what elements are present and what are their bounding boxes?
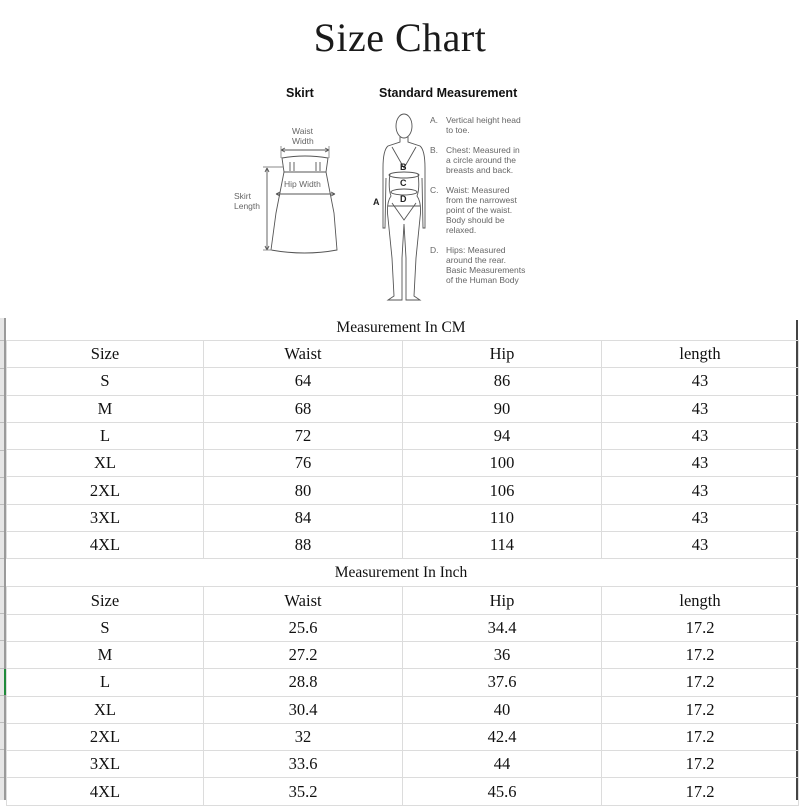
cell[interactable]: 100	[403, 450, 602, 477]
row-header-tick	[0, 695, 4, 696]
cell[interactable]: 4XL	[7, 778, 204, 805]
cell[interactable]: 17.2	[602, 723, 799, 750]
svg-text:point of the waist.: point of the waist.	[446, 205, 513, 215]
cell[interactable]: 2XL	[7, 477, 204, 504]
row-header-tick	[0, 640, 4, 641]
cell[interactable]: 3XL	[7, 751, 204, 778]
row-header-tick	[0, 395, 4, 396]
standard-measurement-heading: Standard Measurement	[379, 86, 518, 100]
table-row	[7, 669, 799, 696]
cell[interactable]: 43	[602, 477, 799, 504]
header-waist: Waist	[204, 587, 403, 614]
svg-text:from the narrowest: from the narrowest	[446, 195, 517, 205]
waist-width-label: Waist	[292, 126, 313, 136]
svg-text:Body should be: Body should be	[446, 215, 505, 225]
header-size: Size	[7, 341, 204, 368]
cell[interactable]: S	[7, 614, 204, 641]
cell[interactable]: 43	[602, 450, 799, 477]
cell[interactable]: 64	[204, 368, 403, 395]
page-title: Size Chart	[313, 15, 487, 60]
svg-text:of the Human Body: of the Human Body	[446, 275, 519, 285]
cell[interactable]: M	[7, 395, 204, 422]
table-row	[7, 723, 799, 750]
cell[interactable]: 43	[602, 422, 799, 449]
row-header-tick	[0, 450, 4, 451]
skirt-length-label-2: Length	[234, 201, 260, 211]
cell[interactable]: 43	[602, 368, 799, 395]
svg-text:D.: D.	[430, 245, 439, 255]
cm-table-caption: Measurement In CM	[336, 319, 466, 336]
cell[interactable]: 44	[403, 751, 602, 778]
cell[interactable]: 35.2	[204, 778, 403, 805]
svg-text:C.: C.	[430, 185, 439, 195]
svg-text:Vertical height head: Vertical height head	[446, 115, 521, 125]
row-header-tick	[0, 422, 4, 423]
table-row	[7, 614, 799, 641]
svg-text:A.: A.	[430, 115, 439, 125]
cell[interactable]: 17.2	[602, 669, 799, 696]
cell[interactable]: 76	[204, 450, 403, 477]
waist-width-label-2: Width	[292, 136, 314, 146]
table-row	[7, 751, 799, 778]
marker-c: C	[400, 178, 407, 188]
table-row	[7, 504, 799, 531]
cell[interactable]: 43	[602, 395, 799, 422]
marker-b: B	[400, 162, 407, 172]
cell[interactable]: XL	[7, 696, 204, 723]
cell[interactable]: 45.6	[403, 778, 602, 805]
row-header-tick	[0, 558, 4, 559]
header-waist: Waist	[204, 341, 403, 368]
hip-width-label: Hip Width	[284, 179, 321, 189]
skirt-length-label: Skirt	[234, 191, 251, 201]
cell[interactable]: 17.2	[602, 751, 799, 778]
table-row	[7, 641, 799, 668]
cell[interactable]: 110	[403, 504, 602, 531]
table-row	[7, 422, 799, 449]
table-row	[7, 696, 799, 723]
cm-size-table	[6, 340, 799, 559]
cell[interactable]: 68	[204, 395, 403, 422]
cell[interactable]: 17.2	[602, 641, 799, 668]
cell[interactable]: 28.8	[204, 669, 403, 696]
cell[interactable]: 32	[204, 723, 403, 750]
cell[interactable]: XL	[7, 450, 204, 477]
cell[interactable]: 90	[403, 395, 602, 422]
body-figure-icon	[383, 114, 425, 300]
row-header-tick	[0, 722, 4, 723]
row-header-tick	[0, 504, 4, 505]
marker-a: A	[373, 197, 380, 207]
header-size: Size	[7, 587, 204, 614]
marker-d: D	[400, 194, 407, 204]
svg-text:Basic Measurements: Basic Measurements	[446, 265, 526, 275]
table-header-row	[7, 341, 799, 368]
inch-table-caption: Measurement In Inch	[334, 564, 468, 582]
row-header-tick	[0, 613, 4, 614]
row-header-tick	[0, 531, 4, 532]
row-header-tick	[0, 777, 4, 778]
cell[interactable]: L	[7, 422, 204, 449]
cell[interactable]: 43	[602, 504, 799, 531]
svg-text:B.: B.	[430, 145, 439, 155]
skirt-icon	[263, 146, 337, 253]
cell[interactable]: 2XL	[7, 723, 204, 750]
cell[interactable]: 42.4	[403, 723, 602, 750]
table-row	[7, 450, 799, 477]
row-header-tick	[0, 749, 4, 750]
cell[interactable]: 3XL	[7, 504, 204, 531]
cell[interactable]: 114	[403, 532, 602, 559]
cell[interactable]: 4XL	[7, 532, 204, 559]
row-header-tick	[0, 340, 4, 341]
svg-text:Waist: Measured: Waist: Measured	[446, 185, 510, 195]
cell[interactable]: 40	[403, 696, 602, 723]
cell[interactable]: S	[7, 368, 204, 395]
cell[interactable]: 17.2	[602, 696, 799, 723]
svg-text:to toe.: to toe.	[446, 125, 470, 135]
table-row	[7, 778, 799, 805]
cell[interactable]: 106	[403, 477, 602, 504]
table-row	[7, 532, 799, 559]
cell[interactable]: 37.6	[403, 669, 602, 696]
table-header-row	[7, 587, 799, 614]
cell[interactable]: M	[7, 641, 204, 668]
inch-size-table	[6, 586, 799, 805]
row-header-tick	[0, 477, 4, 478]
cell[interactable]: 36	[403, 641, 602, 668]
cell[interactable]: 17.2	[602, 778, 799, 805]
table-row	[7, 368, 799, 395]
cell[interactable]: 30.4	[204, 696, 403, 723]
measurement-notes	[430, 115, 525, 285]
svg-text:Hips: Measured: Hips: Measured	[446, 245, 506, 255]
svg-text:a circle around the: a circle around the	[446, 155, 516, 165]
header-hip: Hip	[403, 587, 602, 614]
cell[interactable]: 88	[204, 532, 403, 559]
cell[interactable]: 25.6	[204, 614, 403, 641]
svg-text:around the rear.: around the rear.	[446, 255, 507, 265]
size-tables	[6, 318, 796, 806]
cell[interactable]: L	[7, 669, 204, 696]
svg-text:breasts and back.: breasts and back.	[446, 165, 514, 175]
cell[interactable]: 80	[204, 477, 403, 504]
cell[interactable]: 84	[204, 504, 403, 531]
svg-text:relaxed.: relaxed.	[446, 225, 477, 235]
row-header-tick	[0, 368, 4, 369]
cell[interactable]: 33.6	[204, 751, 403, 778]
table-row	[7, 395, 799, 422]
cell[interactable]: 72	[204, 422, 403, 449]
cell[interactable]: 43	[602, 532, 799, 559]
cell[interactable]: 17.2	[602, 614, 799, 641]
svg-text:Chest: Measured in: Chest: Measured in	[446, 145, 520, 155]
header-hip: Hip	[403, 341, 602, 368]
cell[interactable]: 94	[403, 422, 602, 449]
skirt-heading: Skirt	[286, 86, 314, 100]
cell[interactable]: 27.2	[204, 641, 403, 668]
row-header-tick	[0, 586, 4, 587]
table-row	[7, 477, 799, 504]
row-header-tick	[0, 668, 4, 669]
cell[interactable]: 86	[403, 368, 602, 395]
measurement-diagram	[220, 78, 540, 306]
header-length: length	[602, 341, 799, 368]
header-length: length	[602, 587, 799, 614]
cell[interactable]: 34.4	[403, 614, 602, 641]
